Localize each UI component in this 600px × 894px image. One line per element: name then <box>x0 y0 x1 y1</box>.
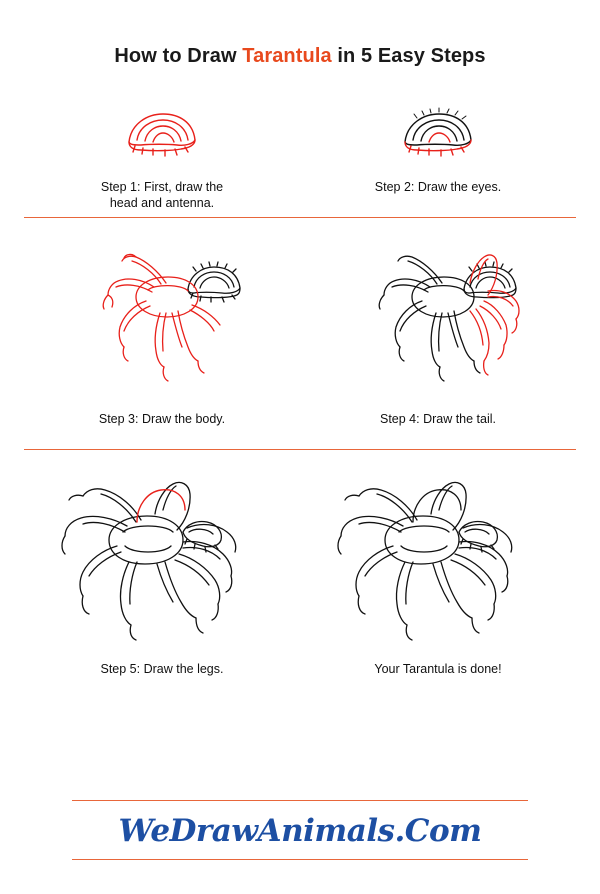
step-6-caption-line1: Your Tarantula is done! <box>374 662 502 676</box>
step-1-drawing <box>24 90 300 170</box>
step-1-caption-line2: head and antenna. <box>109 196 215 210</box>
step-5-caption-line1: Step 5: Draw the legs. <box>100 662 224 676</box>
title-subject: Tarantula <box>242 45 332 67</box>
step-4-drawing <box>300 217 576 402</box>
step-4-caption <box>380 402 496 445</box>
step-6-caption <box>374 652 501 695</box>
worksheet-page <box>0 45 600 894</box>
title-suffix: in 5 Easy Steps <box>331 45 486 67</box>
steps-grid <box>24 90 576 695</box>
step-cell-5 <box>24 452 300 695</box>
step-3-caption <box>99 402 225 445</box>
step-1-caption <box>101 170 223 213</box>
steps-row-3 <box>24 452 576 695</box>
step-2-caption <box>375 170 501 213</box>
page-title <box>24 45 576 68</box>
step-5-drawing <box>24 452 300 652</box>
title-prefix: How to Draw <box>114 45 243 67</box>
divider-row-2 <box>24 449 576 450</box>
step-cell-1 <box>24 90 300 213</box>
step-2-caption-line1: Step 2: Draw the eyes. <box>374 180 502 194</box>
step-cell-2 <box>300 90 576 213</box>
step-cell-3 <box>24 217 300 445</box>
step-1-caption-line1: Step 1: First, draw the <box>100 180 224 194</box>
step-3-caption-line1: Step 3: Draw the body. <box>98 412 226 426</box>
step-cell-6 <box>300 452 576 695</box>
steps-row-1 <box>24 90 576 213</box>
step-3-drawing <box>24 217 300 402</box>
step-2-drawing <box>300 90 576 170</box>
step-cell-4 <box>300 217 576 445</box>
step-4-caption-line1: Step 4: Draw the tail. <box>379 412 497 426</box>
step-5-caption <box>101 652 224 695</box>
steps-row-2 <box>24 217 576 445</box>
footer-divider-bottom <box>72 859 528 860</box>
site-logo[interactable]: WeDrawAnimals.Com <box>118 813 482 849</box>
step-6-drawing <box>300 452 576 652</box>
footer <box>0 800 600 860</box>
footer-divider <box>72 800 528 801</box>
